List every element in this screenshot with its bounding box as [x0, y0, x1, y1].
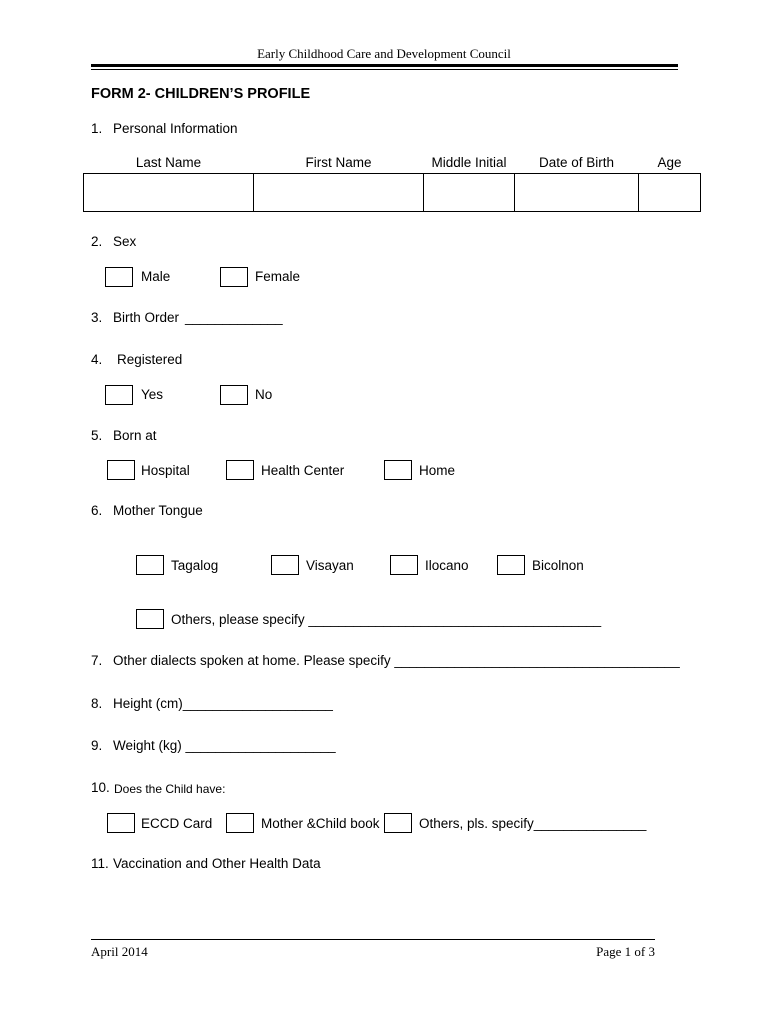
checkbox-no[interactable] [220, 385, 248, 405]
column-first-name: First Name [305, 155, 372, 170]
checkbox-visayan[interactable] [271, 555, 299, 575]
option-female: Female [255, 269, 301, 284]
option-visayan: Visayan [306, 558, 354, 573]
birth-order-blank[interactable]: _____________ [185, 310, 283, 325]
q8-label: Height (cm)____________________ [113, 696, 333, 711]
document-header: Early Childhood Care and Development Council [257, 46, 511, 61]
q9-label: Weight (kg) ____________________ [113, 738, 336, 753]
option-male: Male [141, 269, 171, 284]
q9-number: 9. [91, 738, 103, 753]
age-field[interactable] [639, 174, 701, 212]
option-health-center: Health Center [261, 463, 345, 478]
q7-label: Other dialects spoken at home. Please specify ______________________________________ [113, 653, 680, 668]
option-yes: Yes [141, 387, 164, 402]
checkbox-yes[interactable] [105, 385, 133, 405]
checkbox-male[interactable] [105, 267, 133, 287]
checkbox-tagalog[interactable] [136, 555, 164, 575]
q4-label: Registered [117, 352, 183, 367]
q6-label: Mother Tongue [113, 503, 203, 518]
form-title: FORM 2- CHILDREN’S PROFILE [91, 86, 311, 102]
q11-label: Vaccination and Other Health Data [113, 856, 321, 871]
q11-number: 11. [91, 856, 109, 871]
q4-number: 4. [91, 352, 103, 367]
q3-label: Birth Order [113, 310, 180, 325]
q6-number: 6. [91, 503, 103, 518]
checkbox-eccd-card[interactable] [107, 813, 135, 833]
option-home: Home [419, 463, 456, 478]
option-eccd-card: ECCD Card [141, 816, 213, 831]
column-age: Age [657, 155, 682, 170]
option-ilocano: Ilocano [425, 558, 469, 573]
q8-number: 8. [91, 696, 103, 711]
checkbox-mother-child-book[interactable] [226, 813, 254, 833]
checkbox-home[interactable] [384, 460, 412, 480]
last-name-field[interactable] [84, 174, 254, 212]
first-name-field[interactable] [254, 174, 424, 212]
option-tagalog: Tagalog [171, 558, 219, 573]
option-bicolnon: Bicolnon [532, 558, 584, 573]
q5-number: 5. [91, 428, 103, 443]
header-rule-thick [91, 64, 678, 67]
footer-rule [91, 939, 655, 940]
q10-label: Does the Child have: [114, 782, 226, 796]
checkbox-ilocano[interactable] [390, 555, 418, 575]
column-date-of-birth: Date of Birth [538, 155, 615, 170]
header-rule-thin [91, 69, 678, 70]
checkbox-others-tongue[interactable] [136, 609, 164, 629]
q2-number: 2. [91, 234, 103, 249]
personal-info-table [83, 173, 701, 212]
q2-label: Sex [113, 234, 137, 249]
option-others-tongue: Others, please specify _______________________________________ [171, 612, 602, 627]
middle-initial-field[interactable] [424, 174, 515, 212]
checkbox-health-center[interactable] [226, 460, 254, 480]
q1-number: 1. [91, 121, 103, 136]
option-hospital: Hospital [141, 463, 190, 478]
option-mother-child-book: Mother &Child book [261, 816, 380, 831]
checkbox-others-have[interactable] [384, 813, 412, 833]
checkbox-bicolnon[interactable] [497, 555, 525, 575]
checkbox-hospital[interactable] [107, 460, 135, 480]
option-others-have: Others, pls. specify_______________ [419, 816, 647, 831]
q10-number: 10. [91, 780, 110, 795]
q3-number: 3. [91, 310, 103, 325]
date-of-birth-field[interactable] [515, 174, 639, 212]
footer-page-number: Page 1 of 3 [596, 944, 655, 959]
column-middle-initial: Middle Initial [431, 155, 507, 170]
q5-label: Born at [113, 428, 157, 443]
q7-number: 7. [91, 653, 103, 668]
option-no: No [255, 387, 273, 402]
checkbox-female[interactable] [220, 267, 248, 287]
footer-date: April 2014 [91, 944, 148, 959]
column-last-name: Last Name [135, 155, 202, 170]
q1-label: Personal Information [113, 121, 238, 136]
